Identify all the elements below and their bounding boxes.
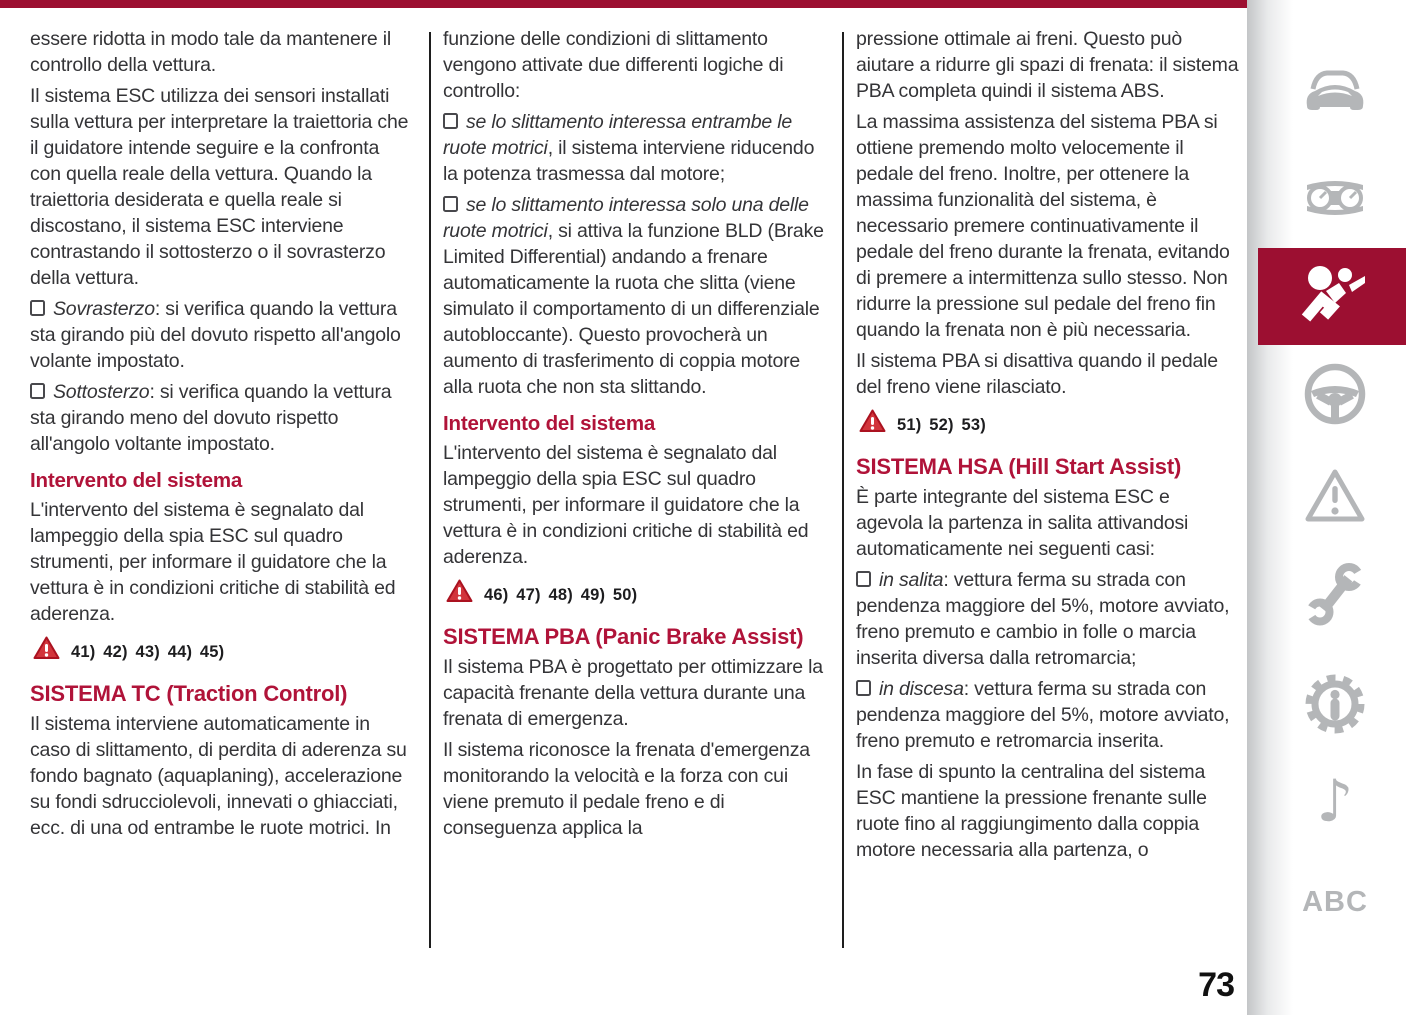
sidebar-item-warning-triangle	[1299, 467, 1371, 530]
sub-heading: Intervento del sistema	[30, 469, 243, 492]
paragraph: essere ridotta in modo tale da mantenere il controllo della vettura.	[30, 28, 392, 76]
warning-triangle-small-icon	[33, 636, 60, 667]
music-note-icon: ♪	[1316, 767, 1354, 835]
paragraph: Il sistema ESC utilizza dei sensori installati sulla vettura per interpretare la traiettoria che il guidatore intende seguire e la confronta con quella reale della vettura. Quando la traiettoria desiderata e quella reale si discostano, il sistema ESC interviene contrastando il sottosterzo o il sovrasterzo della vettura.	[30, 85, 409, 289]
paragraph: L'intervento del sistema è segnalato dal lampeggio della spia ESC sul quadro strumenti, per informare il guidatore che la vettura è in condizioni critiche di stabilità ed aderenza.	[443, 442, 809, 568]
bullet-text: : si verifica quando la vettura sta girando meno del dovuto rispetto all'angolo voltante impostato.	[30, 381, 392, 455]
bullet-item	[443, 192, 828, 400]
paragraph: pressione ottimale ai freni. Questo può aiutare a ridurre gli spazi di frenata: il sistema PBA completa quindi il sistema ABS.	[856, 28, 1239, 102]
bullet-term: Sovrasterzo	[53, 298, 155, 320]
warning-row	[446, 579, 828, 610]
abc-label: ABC	[1302, 886, 1368, 918]
sub-heading: Intervento del sistema	[443, 412, 656, 435]
bullet-item	[856, 676, 1241, 754]
bullet-item	[443, 109, 828, 187]
dashboard-gauges-icon	[1301, 176, 1369, 225]
airbag-icon	[1299, 263, 1365, 330]
paragraph: È parte integrante del sistema ESC e agevola la partenza in salita attivandosi automaticamente nei seguenti casi:	[856, 486, 1189, 560]
bullet-text: , il sistema interviene riducendo la potenza trasmessa dal motore;	[443, 137, 815, 185]
bullet-text: : vettura ferma su strada con pendenza maggiore del 5%, motore avviato, freno premuto e cambio in folle o marcia inserita diversa dalla retromarcia;	[856, 569, 1230, 669]
square-bullet-icon	[30, 300, 45, 316]
paragraph: Il sistema riconosce la frenata d'emergenza monitorando la velocità e la forza con cui viene premuto il pedale freno e di conseguenza applica la	[443, 739, 810, 839]
column-3	[856, 24, 1241, 868]
bullet-item	[856, 567, 1241, 671]
sidebar	[1253, 0, 1406, 1015]
warning-triangle-small-icon	[446, 579, 473, 610]
bullet-text: : si verifica quando la vettura sta girando più del dovuto rispetto all'angolo volante impostato.	[30, 298, 401, 372]
column-divider	[429, 32, 431, 948]
gear-info-icon	[1303, 672, 1367, 741]
bullet-term: se lo slittamento interessa solo una delle ruote motrici	[443, 194, 809, 242]
paragraph: funzione delle condizioni di slittamento vengono attivate due differenti logiche di controllo:	[443, 28, 784, 102]
sidebar-item-steering-wheel	[1299, 362, 1371, 431]
warning-row	[859, 409, 1241, 440]
bullet-text: : vettura ferma su strada con pendenza maggiore del 5%, motore avviato, freno premuto e retromarcia inserita.	[856, 678, 1230, 752]
sidebar-item-airbag	[1258, 248, 1406, 345]
warning-reference-numbers: 51) 52) 53)	[897, 415, 986, 434]
car-icon	[1303, 68, 1367, 121]
bullet-item	[30, 296, 415, 374]
square-bullet-icon	[856, 680, 871, 696]
sidebar-item-wrench	[1299, 562, 1371, 631]
section-heading: SISTEMA HSA (Hill Start Assist)	[856, 454, 1182, 479]
page-number: 73	[1198, 966, 1234, 1004]
sidebar-item-gear-info	[1299, 672, 1371, 741]
wrench-icon	[1304, 562, 1366, 631]
paragraph: Il sistema PBA si disattiva quando il pedale del freno viene rilasciato.	[856, 350, 1218, 398]
square-bullet-icon	[443, 196, 458, 212]
bullet-term: se lo slittamento interessa entrambe le ruote motrici	[443, 111, 793, 159]
steering-wheel-icon	[1303, 362, 1367, 431]
warning-triangle-icon	[1304, 467, 1366, 530]
sidebar-item-car	[1299, 68, 1371, 121]
column-2	[443, 24, 828, 846]
paragraph: La massima assistenza del sistema PBA si ottiene premendo molto velocemente il pedale del freno. Inoltre, per ottenere la massima funzionalità del sistema, è necessario premere continuativamente il pedale del freno durante la frenata, evitando di premere a intermittenza sullo stesso. Non ridurre la pressione sul pedale del freno fin quando la frenata non è più necessaria.	[856, 111, 1230, 341]
paragraph: Il sistema PBA è progettato per ottimizzare la capacità frenante della vettura durante una frenata di emergenza.	[443, 656, 823, 730]
sidebar-item-abc	[1299, 886, 1371, 919]
paragraph: In fase di spunto la centralina del sistema ESC mantiene la pressione frenante sulle ruote fino al raggiungimento dalla coppia motore necessaria alla partenza, o	[856, 761, 1207, 861]
bullet-term: in salita	[879, 569, 944, 591]
bullet-term: Sottosterzo	[53, 381, 150, 403]
square-bullet-icon	[443, 113, 458, 129]
paragraph: L'intervento del sistema è segnalato dal lampeggio della spia ESC sul quadro strumenti, per informare il guidatore che la vettura è in condizioni critiche di stabilità ed aderenza.	[30, 499, 396, 625]
section-heading: SISTEMA PBA (Panic Brake Assist)	[443, 624, 804, 649]
warning-reference-numbers: 46) 47) 48) 49) 50)	[484, 585, 638, 604]
bullet-item	[30, 379, 415, 457]
bullet-term: in discesa	[879, 678, 964, 700]
square-bullet-icon	[30, 383, 45, 399]
warning-triangle-small-icon	[859, 409, 886, 440]
section-heading: SISTEMA TC (Traction Control)	[30, 681, 348, 706]
column-1	[30, 24, 415, 846]
sidebar-item-dashboard-gauges	[1299, 176, 1371, 225]
content-columns	[30, 24, 1241, 948]
paragraph: Il sistema interviene automaticamente in caso di slittamento, di perdita di aderenza su fondo bagnato (aquaplaning), accelerazione su fondi sdrucciolevoli, innevati o ghiacciati, ecc. di una od entrambe le ruote motrici. In	[30, 713, 407, 839]
top-accent-bar	[0, 0, 1247, 8]
warning-row	[33, 636, 415, 667]
square-bullet-icon	[856, 571, 871, 587]
warning-reference-numbers: 41) 42) 43) 44) 45)	[71, 642, 225, 661]
bullet-text: , si attiva la funzione BLD (Brake Limited Differential) andando a frenare automaticamente la ruota che slitta (viene simulato il comportamento di un differenziale autobloccante). Questo provocherà un aumento di trasferimento di coppia motore alla ruota che non sta slittando.	[443, 220, 824, 398]
sidebar-item-music-note	[1299, 767, 1371, 835]
column-divider	[842, 32, 844, 948]
